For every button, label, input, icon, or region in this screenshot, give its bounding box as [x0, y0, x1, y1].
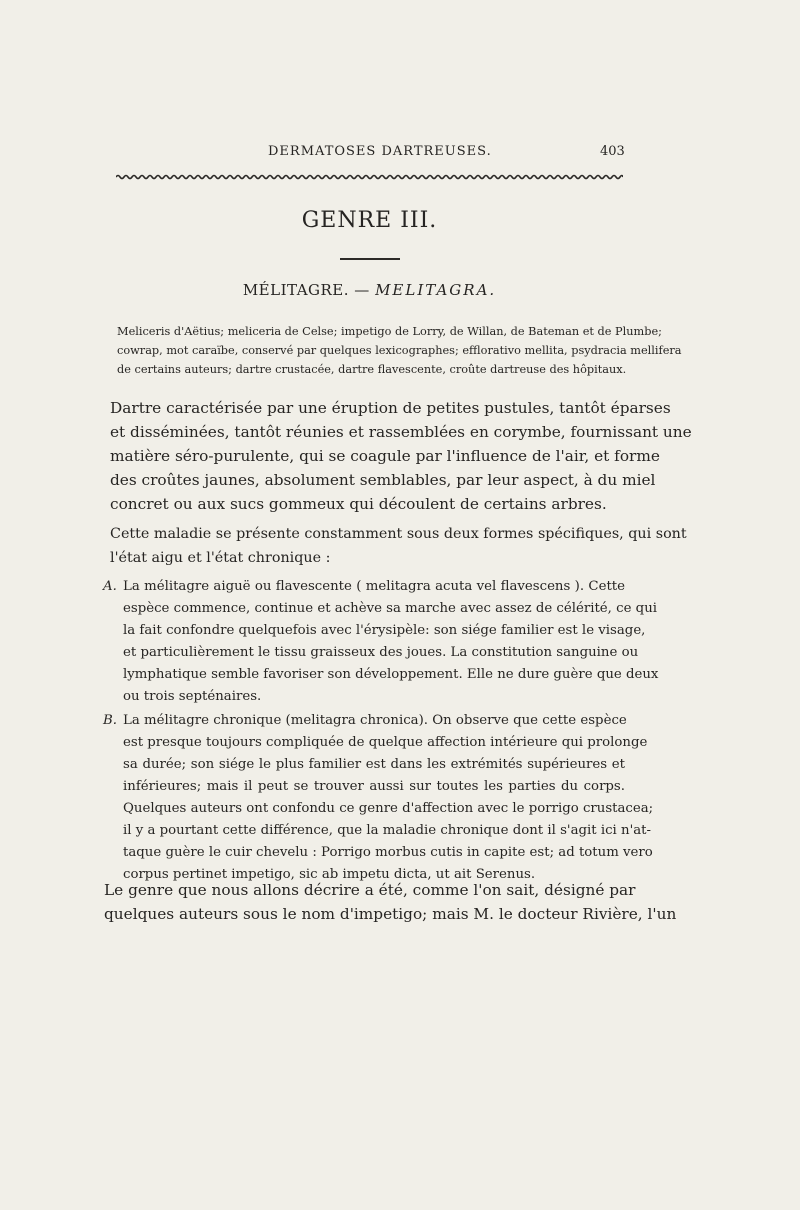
- ornamental-rule: [116, 174, 623, 180]
- title-rule: [340, 258, 400, 260]
- text-line: quelques auteurs sous le nom d'impetigo; mais M. le docteur Rivière, l'un: [104, 905, 677, 923]
- synonymy-line: Meliceris d'Aëtius; meliceria de Celse; impetigo de Lorry, de Willan, de Bateman et de Plumbe;: [117, 325, 662, 338]
- running-head: DERMATOSES DARTREUSES.: [268, 144, 492, 159]
- text-line: sa durée; son siége le plus familier est dans les extrémités supérieures et: [123, 757, 625, 772]
- synonymy-line: cowrap, mot caraïbe, conservé par quelques lexicographes; efflorativo mellita, psydracia mellifera: [117, 344, 682, 357]
- text-line: ou trois septénaires.: [123, 689, 262, 704]
- definition-paragraph: [110, 396, 692, 516]
- text-line: et disséminées, tantôt réunies et rassemblées en corymbe, fournissant une: [110, 423, 692, 441]
- text-line: est presque toujours compliquée de quelque affection intérieure qui prolonge: [123, 735, 648, 750]
- text-line: des croûtes jaunes, absolument semblables, par leur aspect, à du miel: [110, 471, 656, 489]
- text-line: et particulièrement le tissu graisseux des joues. La constitution sanguine ou: [123, 645, 639, 660]
- genre-title: GENRE III.: [301, 208, 438, 233]
- forms-intro-paragraph: [110, 522, 687, 570]
- text-line: lymphatique semble favoriser son développement. Elle ne dure guère que deux: [123, 667, 659, 682]
- text-line: espèce commence, continue et achève sa marche avec assez de célérité, ce qui: [123, 601, 658, 616]
- text-line: l'état aigu et l'état chronique :: [110, 550, 331, 566]
- subtitle-french: MÉLITAGRE. —: [242, 281, 370, 299]
- genus-subtitle: [116, 281, 623, 299]
- text-line: La mélitagre chronique (melitagra chronica). On observe que cette espèce: [123, 713, 627, 728]
- text-line: taque guère le cuir chevelu : Porrigo morbus cutis in capite est; ad totum vero: [123, 845, 653, 860]
- synonymy-block: [117, 322, 682, 379]
- page-number: 403: [600, 144, 625, 159]
- item-letter: B.: [103, 713, 117, 728]
- text-line: Cette maladie se présente constamment sous deux formes spécifiques, qui sont: [110, 526, 687, 542]
- closing-paragraph: [104, 878, 677, 926]
- text-line: la fait confondre quelquefois avec l'érysipèle: son siége familier est le visage,: [123, 623, 646, 638]
- text-line: matière séro-purulente, qui se coagule par l'influence de l'air, et forme: [110, 447, 660, 465]
- synonymy-line: de certains auteurs; dartre crustacée, dartre flavescente, croûte dartreuse des hôpitaux.: [117, 363, 627, 376]
- item-letter: A.: [103, 579, 117, 594]
- subtitle-latin: MELITAGRA.: [375, 281, 497, 299]
- text-line: Quelques auteurs ont confondu ce genre d'affection avec le porrigo crustacea;: [123, 801, 654, 816]
- text-line: concret ou aux sucs gommeux qui découlent de certains arbres.: [110, 495, 607, 513]
- text-line: Dartre caractérisée par une éruption de petites pustules, tantôt éparses: [110, 399, 671, 417]
- text-line: inférieures; mais il peut se trouver aussi sur toutes les parties du corps.: [123, 779, 625, 794]
- text-line: il y a pourtant cette différence, que la maladie chronique dont il s'agit ici n'at-: [123, 823, 652, 838]
- text-line: Le genre que nous allons décrire a été, comme l'on sait, désigné par: [104, 881, 636, 899]
- text-line: La mélitagre aiguë ou flavescente ( melitagra acuta vel flavescens ). Cette: [123, 579, 625, 594]
- text-line: corpus pertinet impetigo, sic ab impetu dicta, ut ait Serenus.: [123, 867, 536, 882]
